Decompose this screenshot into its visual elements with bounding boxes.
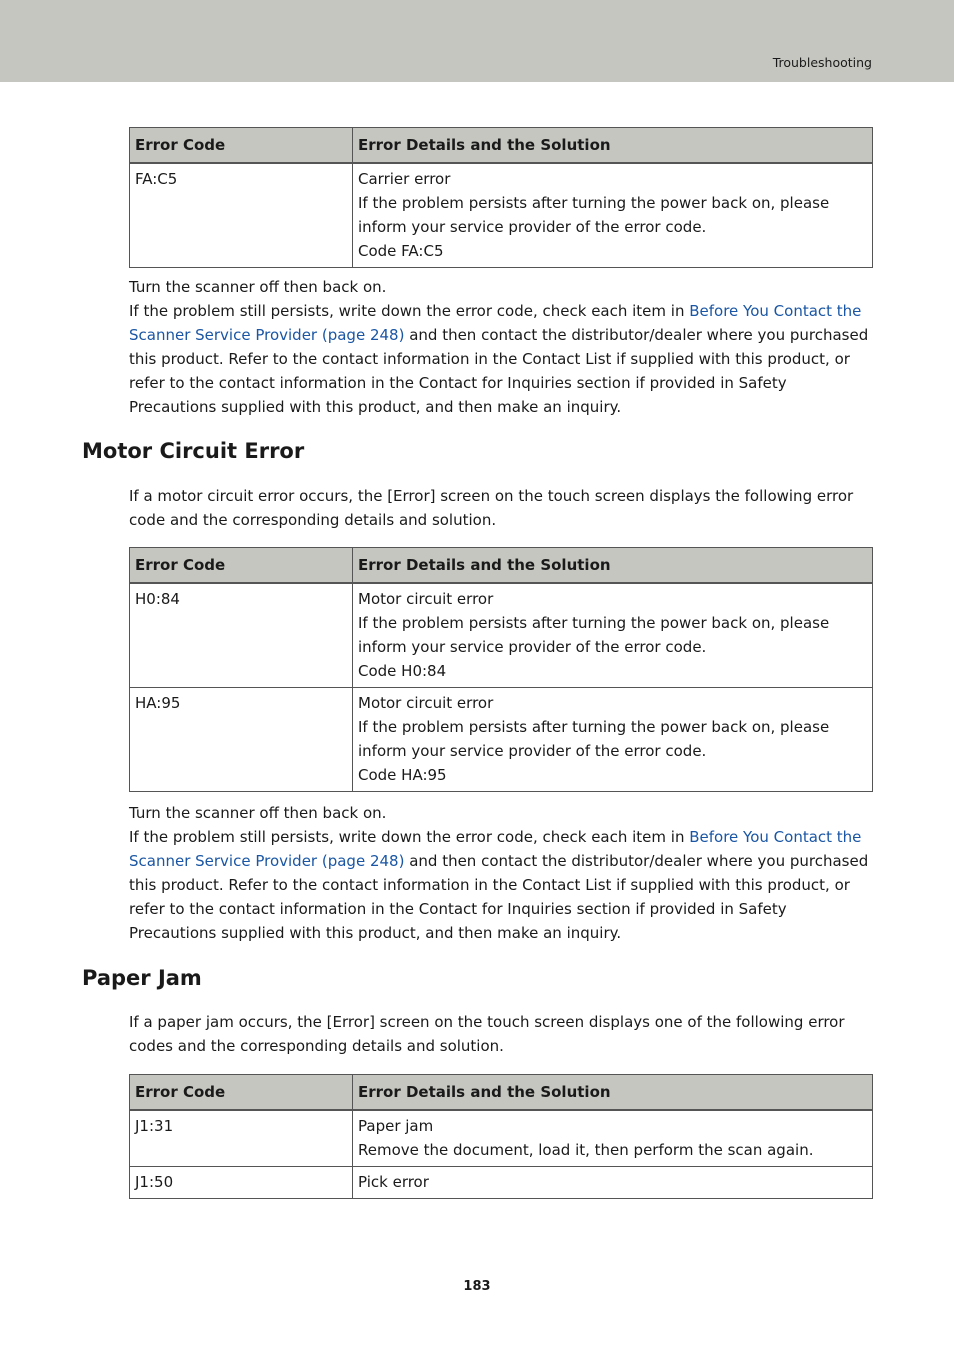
table-header-row [130,548,873,584]
detail-line: Pick error [358,1173,429,1191]
table-header-row [130,128,873,164]
followup-text: and then contact the distributor/dealer where you purchased this product. Refer to the contact information in the Contact List if supplied with this product, or refer to the contact information in the Contact for Inquiries section if provided in Safety Precautions supplied with this product, and then make an inquiry. [129,326,869,416]
section-intro-text: If a paper jam occurs, the [Error] screen on the touch screen displays one of the following error codes and the corresponding details and solution. [129,1013,845,1055]
detail-line: Motor circuit error [358,590,494,608]
followup-text: If the problem still persists, write down the error code, check each item in [129,828,690,846]
error-table-paper-jam [129,1074,873,1199]
column-header-details: Error Details and the Solution [353,548,873,584]
detail-line: Code HA:95 [358,766,447,784]
detail-line: If the problem persists after turning the power back on, please inform your service provider of the error code. [358,614,830,656]
table-row [130,1167,873,1199]
table-header-row [130,1075,873,1111]
section-title-paper-jam: Paper Jam [82,966,202,990]
followup-instructions [129,801,873,945]
error-code-cell: FA:C5 [130,163,353,268]
followup-line: Turn the scanner off then back on. [129,278,387,296]
page-header [0,0,954,82]
error-table [129,1074,873,1199]
followup-text: and then contact the distributor/dealer where you purchased this product. Refer to the contact information in the Contact List if supplied with this product, or refer to the contact information in the Contact for Inquiries section if provided in Safety Precautions supplied with this product, and then make an inquiry. [129,852,869,942]
section-intro [129,1010,873,1058]
page-number: 183 [463,1279,491,1294]
contact-provider-link[interactable]: Before You Contact the Scanner Service Provider (page 248) [129,302,862,344]
detail-line: Paper jam [358,1117,434,1135]
detail-line: If the problem persists after turning the power back on, please inform your service provider of the error code. [358,194,830,236]
section-title-motor-circuit-error: Motor Circuit Error [82,439,305,463]
error-details-cell [353,1110,873,1167]
detail-line: Code H0:84 [358,662,447,680]
followup-paragraph [129,825,873,945]
error-table-motor [129,547,873,792]
error-details-cell [353,688,873,792]
table-row [130,163,873,268]
error-details-cell [353,163,873,268]
error-code-cell: J1:31 [130,1110,353,1167]
column-header-code: Error Code [130,128,353,164]
detail-line: Remove the document, load it, then perform the scan again. [358,1141,814,1159]
error-table [129,127,873,268]
error-details-cell [353,583,873,688]
detail-line: Motor circuit error [358,694,494,712]
followup-line: Turn the scanner off then back on. [129,804,387,822]
error-code-cell: H0:84 [130,583,353,688]
detail-line: If the problem persists after turning the power back on, please inform your service provider of the error code. [358,718,830,760]
detail-line: Carrier error [358,170,451,188]
column-header-code: Error Code [130,1075,353,1111]
column-header-details: Error Details and the Solution [353,128,873,164]
section-intro-text: If a motor circuit error occurs, the [Error] screen on the touch screen displays the following error code and the corresponding details and solution. [129,487,854,529]
section-intro [129,484,873,532]
column-header-code: Error Code [130,548,353,584]
followup-instructions [129,275,873,419]
error-table-carrier [129,127,873,268]
detail-line: Code FA:C5 [358,242,444,260]
error-code-cell: J1:50 [130,1167,353,1199]
header-title: Troubleshooting [772,55,872,70]
error-code-cell: HA:95 [130,688,353,792]
column-header-details: Error Details and the Solution [353,1075,873,1111]
table-row [130,1110,873,1167]
table-row [130,583,873,688]
error-details-cell [353,1167,873,1199]
table-row [130,688,873,792]
followup-text: If the problem still persists, write down the error code, check each item in [129,302,690,320]
followup-paragraph [129,299,873,419]
contact-provider-link[interactable]: Before You Contact the Scanner Service Provider (page 248) [129,828,862,870]
error-table [129,547,873,792]
